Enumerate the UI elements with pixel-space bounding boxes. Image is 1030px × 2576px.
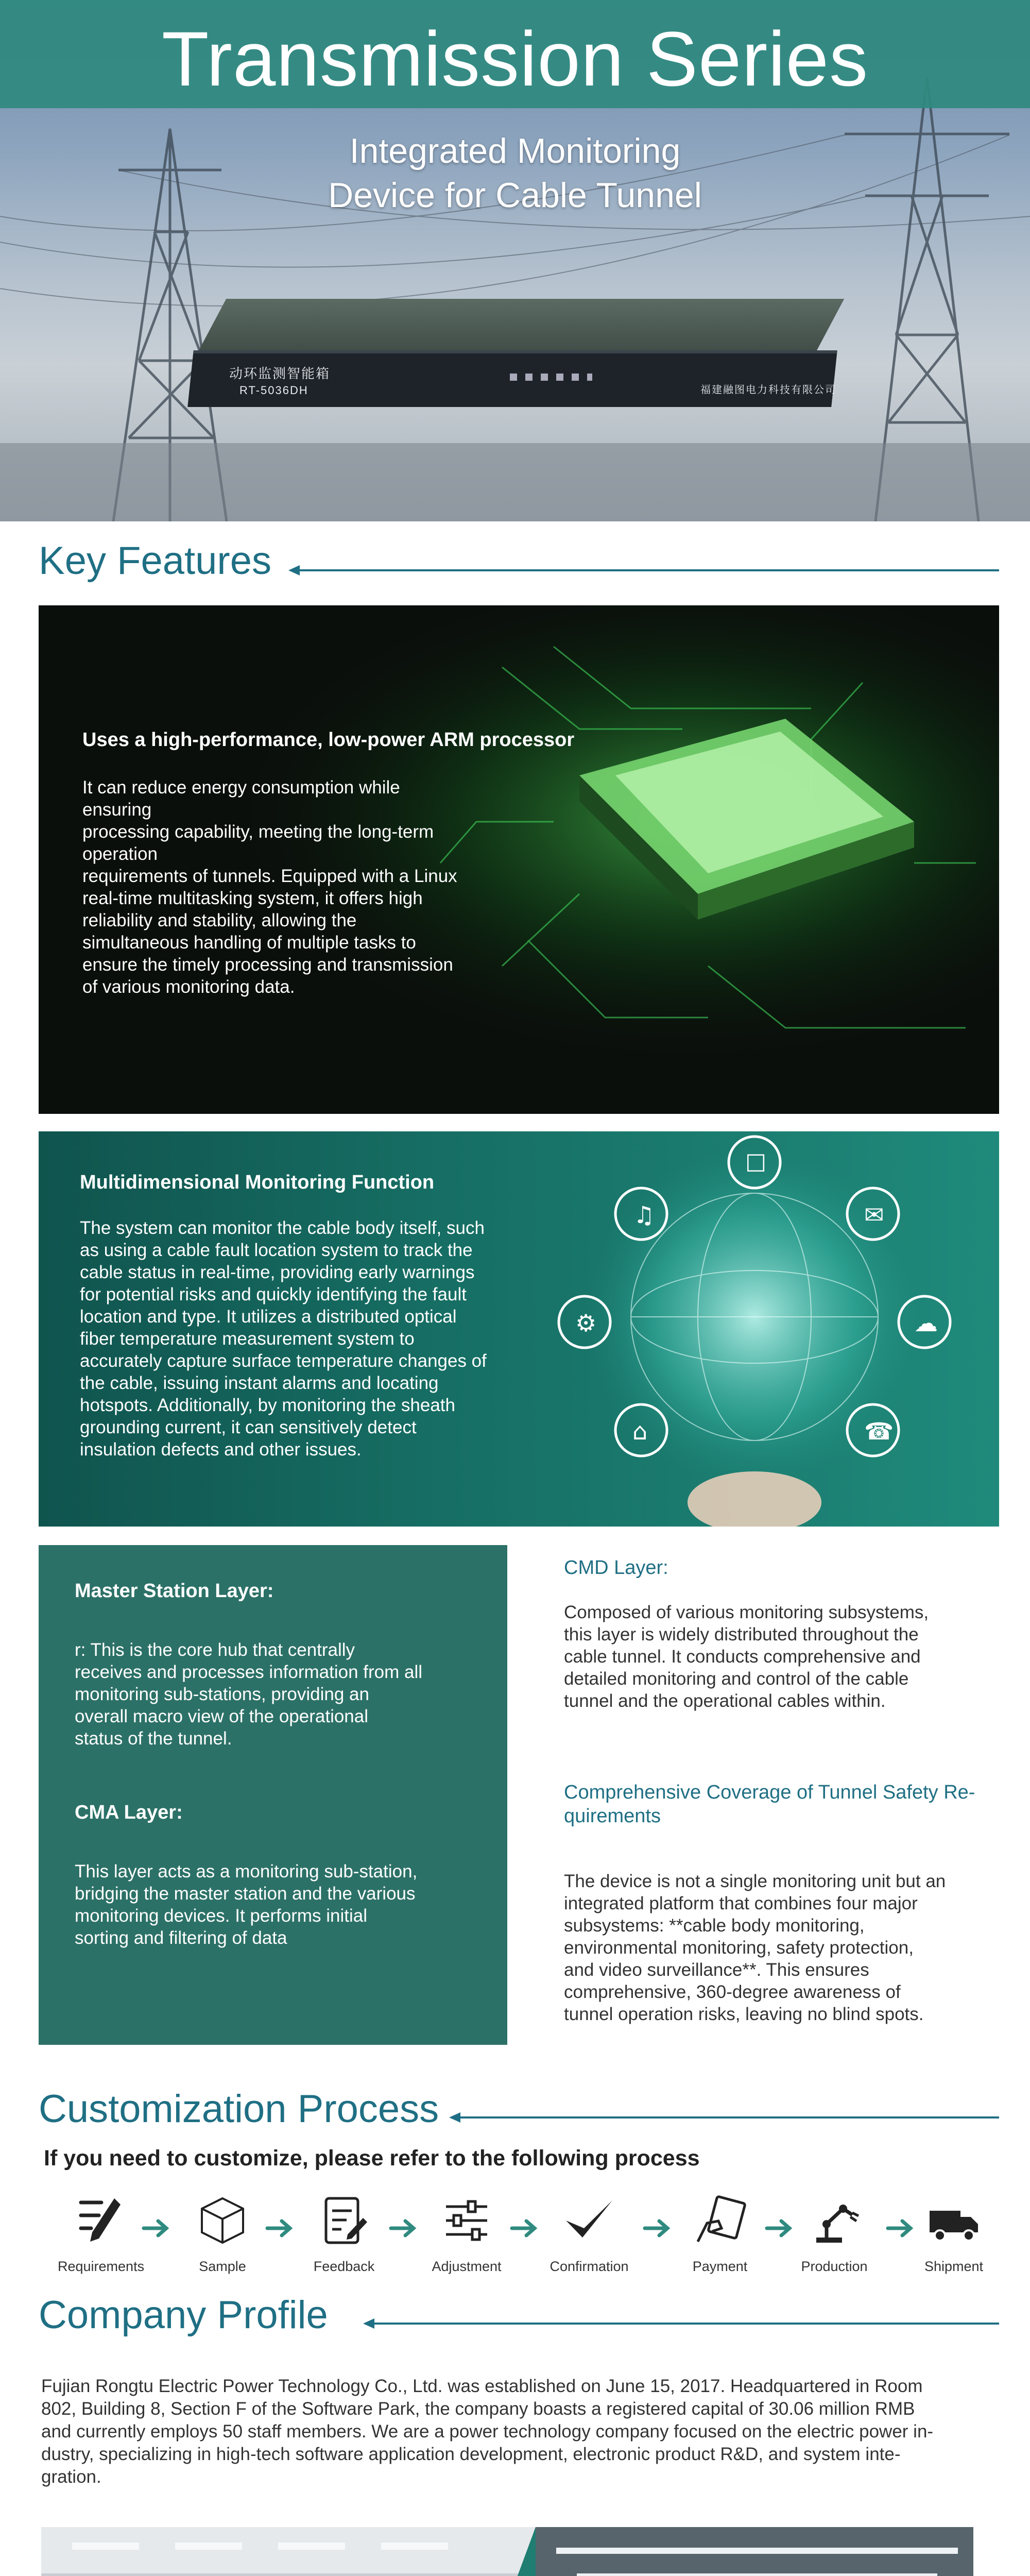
card1-line: processing capability, meeting the long-term bbox=[82, 822, 434, 842]
coverage-line: tunnel operation risks, leaving no blind spots. bbox=[564, 2004, 924, 2024]
card2-line: fiber temperature measurement system to bbox=[80, 1329, 415, 1349]
step-label: Requirements bbox=[58, 2259, 145, 2274]
coverage-line: integrated platform that combines four major bbox=[564, 1893, 918, 1913]
card2-line: accurately capture surface temperature changes of bbox=[80, 1351, 487, 1371]
truck-icon bbox=[925, 2192, 982, 2249]
master-line: overall macro view of the operational bbox=[75, 1706, 369, 1726]
card1-line: of various monitoring data. bbox=[82, 977, 295, 997]
step-confirmation bbox=[548, 2192, 630, 2275]
heading-arrow-icon bbox=[449, 2112, 460, 2123]
intro-line: gration. bbox=[41, 2467, 101, 2487]
intro-line: 802, Building 8, Section F of the Software Park, the company boasts a registered capital of 30.06 million RMB bbox=[41, 2399, 915, 2419]
step-label: Feedback bbox=[313, 2259, 375, 2274]
hero-subtitle-line-2: Device for Cable Tunnel bbox=[328, 176, 702, 215]
svg-text:☐: ☐ bbox=[745, 1149, 767, 1177]
step-production bbox=[793, 2192, 876, 2275]
company-profile-heading: Company Profile bbox=[39, 2293, 328, 2337]
layer-description-box bbox=[39, 1545, 507, 2045]
card1-text bbox=[82, 776, 546, 998]
master-station-title: Master Station Layer: bbox=[75, 1580, 274, 1602]
box-icon bbox=[194, 2192, 251, 2249]
card2-line: cable status in real-time, providing early warnings bbox=[80, 1262, 475, 1282]
master-line: receives and processes information from all bbox=[75, 1662, 423, 1682]
clipboard-edit-icon bbox=[316, 2192, 372, 2249]
step-feedback bbox=[303, 2192, 385, 2275]
hero-title: Transmission Series bbox=[161, 15, 869, 102]
hero-subtitle-line-1: Integrated Monitoring bbox=[349, 131, 681, 171]
company-intro-paragraph bbox=[41, 2375, 994, 2488]
coverage-line: comprehensive, 360-degree awareness of bbox=[564, 1982, 901, 2002]
step-sample bbox=[181, 2192, 264, 2275]
master-line: monitoring sub-stations, providing an bbox=[75, 1684, 369, 1704]
intro-line: dustry, specializing in high-tech software application development, electronic product R&D, and system inte- bbox=[41, 2444, 901, 2464]
step-label: Payment bbox=[692, 2259, 748, 2274]
coverage-text bbox=[564, 1870, 986, 2025]
hero-banner bbox=[0, 0, 1030, 521]
svg-text:⚙: ⚙ bbox=[575, 1309, 597, 1337]
cmd-line: this layer is widely distributed throughout the bbox=[564, 1624, 919, 1645]
arrow-right-icon bbox=[389, 2218, 420, 2239]
card1-title: Uses a high-performance, low-power ARM processor bbox=[82, 729, 575, 751]
step-label: Sample bbox=[199, 2259, 246, 2274]
step-label: Shipment bbox=[924, 2259, 984, 2274]
cmd-line: tunnel and the operational cables within. bbox=[564, 1691, 886, 1711]
hero-subtitle bbox=[0, 129, 1030, 217]
heading-arrow-icon bbox=[288, 565, 300, 575]
card2-line: The system can monitor the cable body itself, such bbox=[80, 1218, 485, 1238]
arrow-right-icon bbox=[886, 2218, 917, 2239]
cma-line: This layer acts as a monitoring sub-station, bbox=[75, 1861, 418, 1882]
step-adjustment bbox=[425, 2192, 508, 2275]
cmd-line: detailed monitoring and control of the cable bbox=[564, 1669, 909, 1689]
intro-line: Fujian Rongtu Electric Power Technology Co., Ltd. was established on June 15, 2017. Headquartered in Room bbox=[41, 2376, 923, 2396]
cma-line: sorting and filtering of data bbox=[75, 1928, 287, 1948]
coverage-line: and video surveillance**. This ensures bbox=[564, 1960, 869, 1980]
cma-line: bridging the master station and the various bbox=[75, 1884, 416, 1904]
robot-arm-icon bbox=[806, 2192, 863, 2249]
step-label: Confirmation bbox=[550, 2259, 629, 2274]
factory-photo-strip bbox=[41, 2527, 973, 2576]
card1-line: It can reduce energy consumption while bbox=[82, 777, 400, 798]
card2-line: the cable, issuing instant alarms and locating bbox=[80, 1373, 439, 1393]
step-label: Production bbox=[801, 2259, 868, 2274]
card2-line: location and type. It utilizes a distributed optical bbox=[80, 1307, 457, 1327]
arrow-right-icon bbox=[510, 2218, 541, 2239]
heading-arrow-icon bbox=[363, 2318, 374, 2329]
arrow-right-icon bbox=[265, 2218, 296, 2239]
feature-card-arm-processor bbox=[39, 605, 999, 1114]
device-top-panel bbox=[196, 299, 844, 355]
sliders-icon bbox=[438, 2192, 495, 2249]
hand-card-icon bbox=[692, 2192, 748, 2249]
cmd-line: Composed of various monitoring subsystems, bbox=[564, 1602, 929, 1622]
cma-layer-title: CMA Layer: bbox=[75, 1802, 183, 1823]
master-station-text bbox=[75, 1639, 482, 1750]
monitoring-device-image bbox=[170, 289, 850, 428]
feature-card-monitoring bbox=[39, 1131, 999, 1527]
svg-text:☁: ☁ bbox=[914, 1309, 938, 1337]
coverage-line: subsystems: **cable body monitoring, bbox=[564, 1916, 865, 1936]
customization-heading: Customization Process bbox=[39, 2087, 439, 2131]
device-indicator-lights bbox=[510, 374, 592, 381]
card2-line: as using a cable fault location system to track the bbox=[80, 1240, 473, 1260]
master-line: r: This is the core hub that centrally bbox=[75, 1640, 355, 1660]
coverage-title bbox=[564, 1781, 975, 1828]
heading-divider bbox=[373, 2323, 999, 2325]
step-payment bbox=[679, 2192, 761, 2275]
card2-line: hotspots. Additionally, by monitoring the sheath bbox=[80, 1395, 455, 1415]
arrow-right-icon bbox=[765, 2218, 796, 2239]
card1-line: real-time multitasking system, it offers high bbox=[82, 888, 423, 908]
intro-line: and currently employs 50 staff members. We are a power technology company focused on the electric power in- bbox=[41, 2421, 934, 2442]
step-shipment bbox=[913, 2192, 995, 2275]
coverage-title-line: Comprehensive Coverage of Tunnel Safety Re- bbox=[564, 1782, 975, 1803]
arrow-right-icon bbox=[643, 2218, 674, 2239]
card1-line: operation bbox=[82, 844, 158, 864]
card1-line: reliability and stability, allowing the bbox=[82, 910, 357, 930]
cma-line: monitoring devices. It performs initial bbox=[75, 1906, 367, 1926]
customization-subtitle: If you need to customize, please refer to the following process bbox=[44, 2146, 700, 2171]
master-line: status of the tunnel. bbox=[75, 1728, 232, 1749]
card1-line: ensure the timely processing and transmission bbox=[82, 955, 453, 975]
svg-text:♫: ♫ bbox=[633, 1201, 655, 1229]
card2-line: grounding current, it can sensitively detect bbox=[80, 1417, 417, 1437]
card2-text bbox=[80, 1217, 595, 1461]
heading-divider bbox=[459, 2116, 999, 2119]
cmd-layer-title: CMD Layer: bbox=[564, 1557, 668, 1579]
cmd-line: cable tunnel. It conducts comprehensive and bbox=[564, 1647, 921, 1667]
device-company-label: 福建融图电力科技有限公司 bbox=[700, 384, 836, 396]
pen-lines-icon bbox=[71, 2192, 127, 2249]
svg-text:✉: ✉ bbox=[864, 1201, 884, 1229]
card1-line: ensuring bbox=[82, 800, 152, 820]
step-label: Adjustment bbox=[432, 2259, 502, 2274]
arrow-right-icon bbox=[142, 2218, 173, 2239]
step-requirements bbox=[58, 2192, 145, 2275]
svg-text:☎: ☎ bbox=[864, 1417, 894, 1445]
card2-line: insulation defects and other issues. bbox=[80, 1439, 362, 1460]
coverage-line: environmental monitoring, safety protection, bbox=[564, 1938, 914, 1958]
coverage-line: The device is not a single monitoring unit but an bbox=[564, 1871, 946, 1891]
card1-line: requirements of tunnels. Equipped with a Linux bbox=[82, 866, 457, 886]
card2-line: for potential risks and quickly identifying the fault bbox=[80, 1284, 467, 1304]
coverage-title-line: quirements bbox=[564, 1805, 661, 1827]
heading-divider bbox=[299, 569, 999, 571]
card1-line: simultaneous handling of multiple tasks to bbox=[82, 933, 416, 953]
cmd-layer-text bbox=[564, 1601, 986, 1712]
svg-text:⌂: ⌂ bbox=[632, 1417, 648, 1445]
checkmark-icon bbox=[561, 2192, 617, 2249]
key-features-heading: Key Features bbox=[39, 539, 271, 583]
cma-layer-text bbox=[75, 1860, 482, 1949]
device-name-label: 动环监测智能箱 bbox=[229, 366, 331, 381]
card2-title: Multidimensional Monitoring Function bbox=[80, 1172, 435, 1193]
device-model-label: RT-5036DH bbox=[239, 384, 308, 397]
factory-photos bbox=[41, 2527, 973, 2576]
